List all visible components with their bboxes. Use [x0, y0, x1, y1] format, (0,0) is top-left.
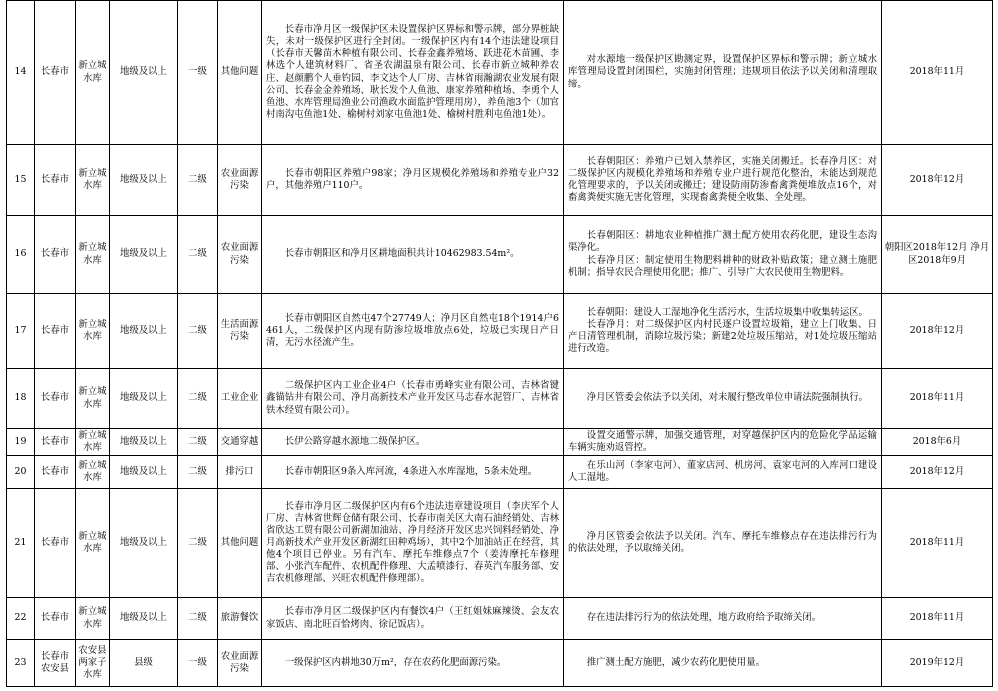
measures-cell [564, 1, 882, 145]
row-number-cell: 17 [7, 294, 35, 369]
deadline-cell: 2018年11月 [882, 1, 993, 145]
problem-type-cell: 其他问题 [218, 1, 262, 145]
city-cell: 长春市 [35, 294, 76, 369]
row-number-cell: 18 [7, 369, 35, 429]
problem-type-cell: 生活面源污染 [218, 294, 262, 369]
water-source-cell: 新立城水库 [76, 456, 110, 489]
deadline-cell: 2018年11月 [882, 369, 993, 429]
protection-zone-cell: 二级 [178, 598, 218, 640]
city-cell: 长春市 [35, 369, 76, 429]
document-page [6, 0, 992, 690]
measures-cell [564, 489, 882, 598]
measures-cell [564, 640, 882, 687]
protection-zone-cell: 二级 [178, 456, 218, 489]
water-source-cell: 新立城水库 [76, 489, 110, 598]
measure-paragraph: 对水源地一级保护区勘测定界，设置保护区界标和警示牌；新立城水库管理局设置封闭围栏，实施封闭管理；违规项目依法予以关闭和清理取缔。 [568, 54, 877, 90]
measure-paragraph: 长春朝阳：建设人工湿地净化生活污水，生活垃圾集中收集转运区。 [586, 306, 869, 318]
problem-description-cell: 长春市朝阳区9条入库河流，4条进入水库湿地，5条未处理。 [262, 456, 564, 489]
deadline-cell: 2018年11月 [882, 598, 993, 640]
city-cell: 长春市 [35, 456, 76, 489]
water-source-cell: 新立城水库 [76, 216, 110, 294]
rectification-table [6, 0, 993, 687]
problem-type-cell: 旅游餐饮 [218, 598, 262, 640]
city-cell: 长春市 [35, 216, 76, 294]
problem-description-cell: 长春市朝阳区自然屯47个27749人；净月区自然屯18个1914户6461人，二级保护区内现有防渗垃圾堆放点6处，垃圾已实现日产日清，无污水径流产生。 [262, 294, 564, 369]
table-row [7, 369, 993, 429]
table-row [7, 294, 993, 369]
problem-description-cell: 长伊公路穿越水源地二级保护区。 [262, 429, 564, 456]
table-row [7, 1, 993, 145]
level-cell: 地级及以上 [110, 489, 178, 598]
row-number-cell: 21 [7, 489, 35, 598]
deadline-cell: 2018年6月 [882, 429, 993, 456]
table-row [7, 429, 993, 456]
measures-cell [564, 598, 882, 640]
measure-paragraph: 存在违法排污行为的依法处理，地方政府给予取缔关闭。 [586, 612, 822, 624]
city-cell: 长春市 [35, 429, 76, 456]
table-row [7, 489, 993, 598]
measures-cell [564, 294, 882, 369]
protection-zone-cell: 一级 [178, 640, 218, 687]
row-number-cell: 19 [7, 429, 35, 456]
level-cell: 地级及以上 [110, 429, 178, 456]
measure-paragraph: 长春净月区：制定使用生物肥料耕种的财政补贴政策；建立测土施肥机制；指导农民合理使用化肥；推广、引导广大农民使用生物肥料。 [568, 254, 877, 278]
measure-paragraph: 长春朝阳区：耕地农业种植推广测土配方使用农药化肥，建设生态沟渠净化。 [568, 230, 877, 254]
city-cell: 长春市 [35, 598, 76, 640]
water-source-cell: 新立城水库 [76, 294, 110, 369]
problem-description-cell: 长春市净月区二级保护区内有6个违法违章建设项目（李庆军个人厂房、吉林省世辉仓储有限公司、长春市南关区大南石油经销处、吉林省欣达工贸有限公司新湖加油站、净月经济开发区忠兴饲料经销处、净月高新技术产业开发区新湖红田种鸡场），其中2个加油站正在经营，其他4个项目已停业。另有汽车、摩托车维修点7个（姜涛摩托车修理部、小张汽车配件、农机配件修理、大孟喷漆行、春英汽车服务部、安吉农机修理部、兴旺农机配件修理部）。 [262, 489, 564, 598]
table-row [7, 145, 993, 216]
problem-description-cell: 长春市朝阳区养殖户98家；净月区规模化养殖场和养殖专业户32户，其他养殖户110户。 [262, 145, 564, 216]
measure-paragraph: 长春净月：对二级保护区内村民逐户设置垃圾箱，建立上门收集、日产日清管理机制，消除垃圾污染；新建2处垃圾压缩站，对1处垃圾压缩站进行改造。 [568, 318, 877, 355]
measures-cell [564, 429, 882, 456]
table-row [7, 216, 993, 294]
water-source-cell: 新立城水库 [76, 1, 110, 145]
protection-zone-cell: 一级 [178, 1, 218, 145]
protection-zone-cell: 二级 [178, 489, 218, 598]
row-number-cell: 23 [7, 640, 35, 687]
level-cell: 县级 [110, 640, 178, 687]
measures-cell [564, 216, 882, 294]
problem-type-cell: 工业企业 [218, 369, 262, 429]
protection-zone-cell: 二级 [178, 145, 218, 216]
problem-type-cell: 农业面源污染 [218, 145, 262, 216]
problem-description-cell: 二级保护区内工业企业4户（长春市勇峰实业有限公司、吉林省键鑫锚钻井有限公司、净月高新技术产业开发区马志春水泥管厂、吉林省铁木经贸有限公司）。 [262, 369, 564, 429]
problem-type-cell: 农业面源污染 [218, 216, 262, 294]
level-cell: 地级及以上 [110, 145, 178, 216]
problem-type-cell: 交通穿越 [218, 429, 262, 456]
problem-description-cell: 长春市朝阳区和净月区耕地面积共计10462983.54m²。 [262, 216, 564, 294]
problem-type-cell: 排污口 [218, 456, 262, 489]
city-cell: 长春市 [35, 145, 76, 216]
level-cell: 地级及以上 [110, 369, 178, 429]
level-cell: 地级及以上 [110, 1, 178, 145]
deadline-cell: 2018年12月 [882, 294, 993, 369]
level-cell: 地级及以上 [110, 456, 178, 489]
table-row [7, 456, 993, 489]
measure-paragraph: 净月区管委会依法予以关闭，对未履行整改单位申请法院强制执行。 [586, 392, 869, 404]
protection-zone-cell: 二级 [178, 429, 218, 456]
row-number-cell: 22 [7, 598, 35, 640]
measure-paragraph: 长春朝阳区：养殖户已划入禁养区，实施关闭搬迁。长春净月区：对二级保护区内规模化养殖场和养殖专业户进行规范化整治，未能达到规范化管理要求的，予以关闭或搬迁；建设防雨防渗畜禽粪便堆放点16个，对畜禽粪便实施无害化管理，实现畜禽粪便全收集、全处理。 [568, 155, 877, 204]
protection-zone-cell: 二级 [178, 294, 218, 369]
problem-type-cell: 农业面源污染 [218, 640, 262, 687]
measures-cell [564, 145, 882, 216]
city-cell: 长春市 [35, 1, 76, 145]
deadline-cell: 2018年12月 [882, 145, 993, 216]
water-source-cell: 新立城水库 [76, 598, 110, 640]
table-body [7, 1, 993, 687]
row-number-cell: 14 [7, 1, 35, 145]
measures-cell [564, 456, 882, 489]
measure-paragraph: 推广测土配方施肥，减少农药化肥使用量。 [586, 656, 765, 668]
water-source-cell: 新立城水库 [76, 145, 110, 216]
water-source-cell: 新立城水库 [76, 369, 110, 429]
table-row [7, 640, 993, 687]
water-source-cell: 新立城水库 [76, 429, 110, 456]
deadline-cell: 2019年12月 [882, 640, 993, 687]
problem-description-cell: 长春市净月区二级保护区内有餐饮4户（王红姐妹麻辣烫、会友农家饭店、南北旺百恰烤肉、徐记饭店）。 [262, 598, 564, 640]
water-source-cell: 农安县两家子水库 [76, 640, 110, 687]
measure-paragraph: 设置交通警示牌，加强交通管理，对穿越保护区内的危险化学品运输车辆实施劝返管控。 [568, 429, 877, 453]
protection-zone-cell: 二级 [178, 216, 218, 294]
problem-description-cell: 长春市净月区一级保护区未设置保护区界标和警示牌，部分界桩缺失，未对一级保护区进行全封闭。一级保护区内有14个违法建设项目（长春市天馨苗木种植有限公司、长春金鑫养殖场、跃进花木苗圃、李林选个人建筑材料厂、省圣农湖温泉有限公司、长春市新立城种养农庄、赵颜鹏个人垂钓园、李文达个人厂房、吉林省雨瀚湖农业发展有限公司、长春金金养殖场、耿长发个人鱼池、康家养殖种植场、李勇个人鱼池、水库管理局渔业公司渔政水面监护管理用房），养鱼池3个（加官村南沟屯鱼池1处、榆树村刘家屯鱼池1处、榆树村胜利屯鱼池1处）。 [262, 1, 564, 145]
problem-description-cell: 一级保护区内耕地30万m²，存在农药化肥面源污染。 [262, 640, 564, 687]
protection-zone-cell: 二级 [178, 369, 218, 429]
measures-cell [564, 369, 882, 429]
measure-paragraph: 在乐山河（李家屯河）、董家店河、机房河、袁家屯河的入库河口建设人工湿地。 [568, 459, 877, 483]
level-cell: 地级及以上 [110, 216, 178, 294]
row-number-cell: 20 [7, 456, 35, 489]
deadline-cell: 朝阳区2018年12月 净月区2018年9月 [882, 216, 993, 294]
level-cell: 地级及以上 [110, 598, 178, 640]
row-number-cell: 16 [7, 216, 35, 294]
level-cell: 地级及以上 [110, 294, 178, 369]
row-number-cell: 15 [7, 145, 35, 216]
deadline-cell: 2018年12月 [882, 456, 993, 489]
deadline-cell: 2018年11月 [882, 489, 993, 598]
city-cell: 长春市 [35, 489, 76, 598]
city-cell: 长春市农安县 [35, 640, 76, 687]
table-row [7, 598, 993, 640]
measure-paragraph: 净月区管委会依法予以关闭。汽车、摩托车维修点存在违法排污行为的依法处理，予以取缔关闭。 [568, 530, 877, 554]
problem-type-cell: 其他问题 [218, 489, 262, 598]
